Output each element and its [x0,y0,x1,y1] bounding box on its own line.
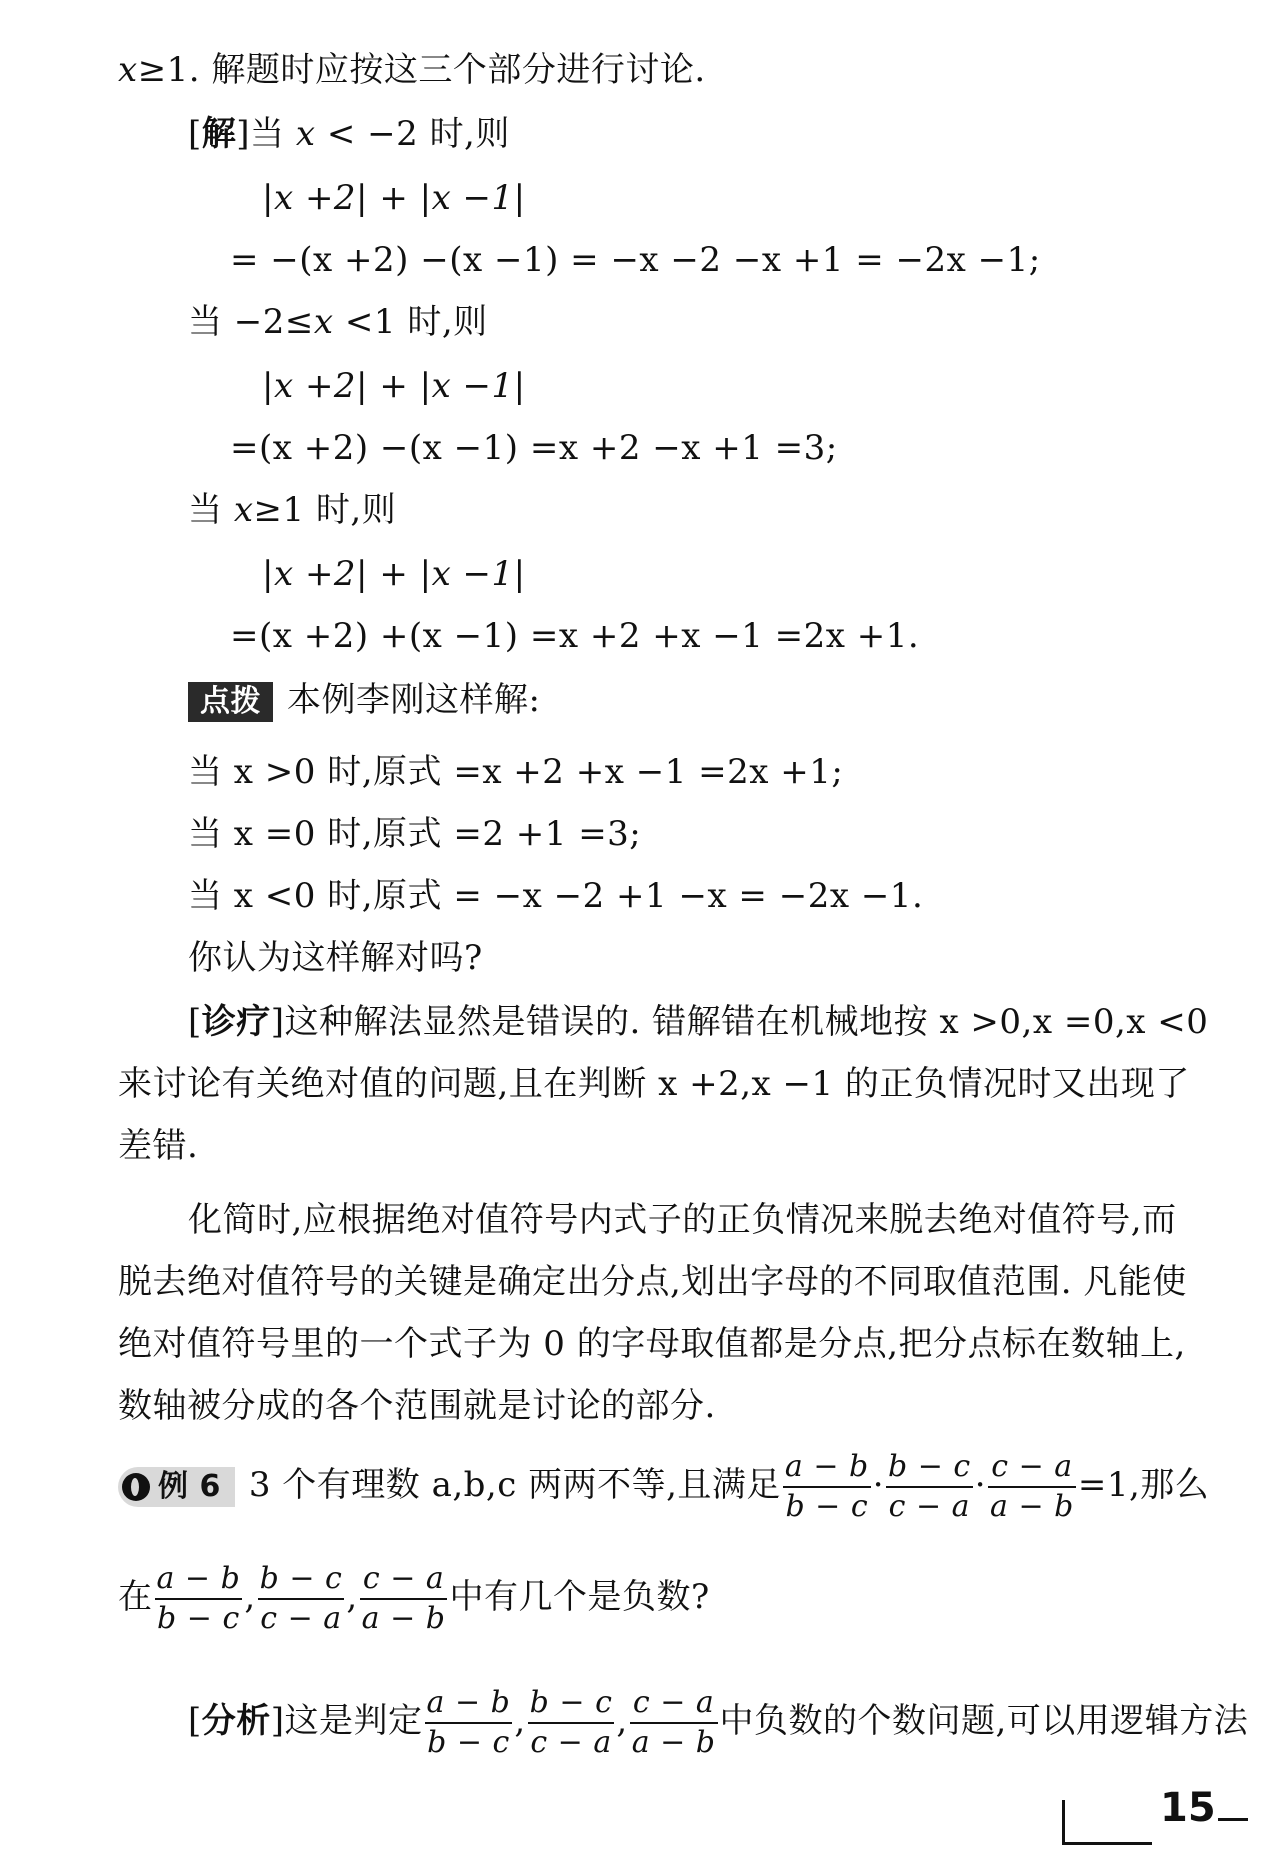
para-line-1: 化简时,应根据绝对值符号内式子的正负情况来脱去绝对值符号,而 [188,1200,1177,1240]
fraction-ab-bc: $\frac{a - b}{b - c}$ [784,1449,869,1524]
tip-line: 点拨 本例李刚这样解: [188,676,540,724]
example-bullet-icon [122,1473,150,1501]
alt-case-3: 当 x <0 时,原式 = −x −2 +1 −x = −2x −1. [188,876,924,916]
example-6-line: 例 6 3 个有理数 a,b,c 两两不等,且满足 $\frac{a - b}{b - c}$ · $\frac{b - c}{c - a}$ · $\frac{c - a}{a - b}$ =1,那么 [118,1440,1209,1530]
analysis-line: [分析]这是判定 $\frac{a - b}{b - c}$ , $\frac{b - c}{c - a}$ , $\frac{c - a}{a - b}$ 中负数的个数问题,可以用逻辑方法 [188,1685,1249,1760]
expr-line-2: |x +2| + |x −1| [262,366,526,406]
text-line-1: x≥1. 解题时应按这三个部分进行讨论. [118,50,706,90]
corner-mark-right [1218,1818,1248,1821]
diagnosis-label: 诊疗 [201,1002,271,1042]
fraction-ca-ab: $\frac{c - a}{a - b}$ [990,1449,1074,1524]
para-line-2: 脱去绝对值符号的关键是确定出分点,划出字母的不同取值范围. 凡能使 [118,1262,1187,1302]
analysis-label: 分析 [201,1701,271,1741]
expr-result-1: = −(x +2) −(x −1) = −x −2 −x +1 = −2x −1; [230,240,1041,280]
diagnosis-line-3: 差错. [118,1126,199,1166]
solution-line: [解]当 x < −2 时,则 [188,114,510,154]
page-number: 15 [1160,1785,1216,1831]
solution-label: 解 [201,114,237,154]
expr-line-3: |x +2| + |x −1| [262,554,526,594]
alt-case-1: 当 x >0 时,原式 =x +2 +x −1 =2x +1; [188,752,844,792]
fraction-bc-ca: $\frac{b - c}{c - a}$ [888,1449,971,1524]
expr-result-3: =(x +2) +(x −1) =x +2 +x −1 =2x +1. [230,616,920,656]
example-tag: 例 6 [118,1467,235,1507]
expr-line-1: |x +2| + |x −1| [262,178,526,218]
case-line-2: 当 −2≤x <1 时,则 [188,302,488,342]
tip-tag: 点拨 [188,682,273,722]
question-line: 你认为这样解对吗? [188,938,483,978]
expr-result-2: =(x +2) −(x −1) =x +2 −x +1 =3; [230,428,838,468]
alt-case-2: 当 x =0 时,原式 =2 +1 =3; [188,814,642,854]
para-line-4: 数轴被分成的各个范围就是讨论的部分. [118,1386,716,1426]
corner-mark-left [1062,1800,1065,1844]
corner-mark-bottom [1062,1842,1152,1845]
para-line-3: 绝对值符号里的一个式子为 0 的字母取值都是分点,把分点标在数轴上, [118,1324,1186,1364]
diagnosis-line-2: 来讨论有关绝对值的问题,且在判断 x +2,x −1 的正负情况时又出现了 [118,1064,1190,1104]
example-6-line-2: 在 $\frac{a - b}{b - c}$ , $\frac{b - c}{c - a}$ , $\frac{c - a}{a - b}$ 中有几个是负数? [118,1561,710,1636]
diagnosis-line-1: [诊疗]这种解法显然是错误的. 错解错在机械地按 x >0,x =0,x <0 [188,1002,1209,1042]
case-line-3: 当 x≥1 时,则 [188,490,397,530]
